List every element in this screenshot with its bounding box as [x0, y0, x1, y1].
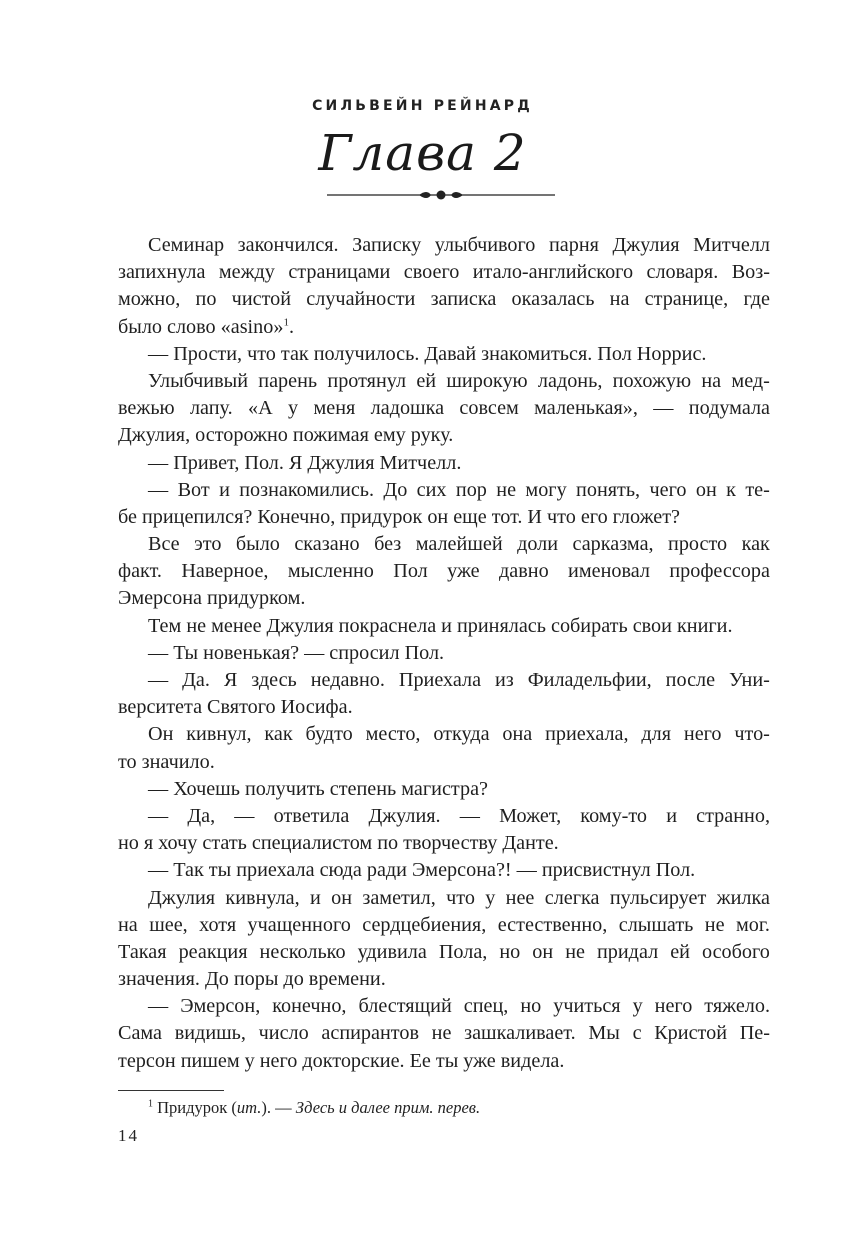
word: для [641, 723, 672, 746]
word: Святого [207, 696, 276, 719]
word: Улыбчивый [148, 369, 249, 392]
text-line [118, 776, 770, 803]
word: собирать [550, 614, 628, 637]
word: сердцебиения, [362, 913, 487, 936]
word: значило. [141, 750, 215, 773]
word: парня [548, 234, 599, 256]
word: что [247, 342, 276, 365]
word: не [186, 614, 207, 637]
word: Давай [424, 342, 477, 365]
word: сюда [319, 859, 362, 882]
footnote-separator [118, 1090, 224, 1091]
word: — [148, 342, 169, 365]
word: аспирантов [321, 1022, 419, 1045]
word: улыбчивого [434, 234, 536, 256]
word: будто [305, 723, 353, 746]
word: Я [288, 451, 303, 474]
word: странно, [696, 804, 770, 827]
word: к [726, 478, 736, 501]
word: книги. [676, 614, 733, 637]
word: Я [223, 669, 238, 691]
word: нее [505, 886, 535, 909]
word: И [527, 505, 543, 528]
word: чего [649, 478, 687, 501]
word: Да. [182, 669, 210, 691]
word: Эмерсон, [180, 995, 261, 1018]
word: она [502, 723, 533, 746]
word: него [683, 723, 722, 746]
word: хочу [158, 832, 198, 855]
text-line [118, 477, 770, 504]
word: — [304, 641, 325, 664]
word: протянул [327, 369, 407, 392]
word: Такая [118, 940, 167, 963]
word: случайности [306, 288, 416, 311]
word: на [701, 369, 722, 392]
word: Пол [597, 342, 632, 365]
word: и [219, 478, 230, 501]
word: времени. [308, 968, 386, 991]
word: пожимая [292, 424, 369, 447]
word: творчеству [403, 832, 498, 855]
word: — [148, 641, 169, 664]
word: Филадельфии, [527, 669, 652, 691]
text-line [118, 1020, 770, 1047]
word: его [580, 505, 608, 528]
word: мед- [731, 369, 770, 392]
word: Митчелл [693, 234, 770, 256]
word: было [235, 533, 280, 556]
running-head-author: СИЛЬВЕЙН РЕЙНАРД [312, 98, 533, 114]
word: «asino»$^1$. [220, 315, 294, 338]
word: кивнул, [186, 723, 252, 746]
word: — [234, 804, 255, 827]
word: вежью [118, 397, 175, 420]
word: именовал [568, 560, 650, 583]
footnote-italic-note: Здесь и далее прим. перев. [295, 1098, 481, 1117]
word: и [441, 614, 452, 637]
word: — [148, 859, 169, 882]
word: Ее [409, 1049, 431, 1072]
word: ты [208, 859, 232, 882]
word: руку. [410, 424, 454, 447]
word: получить [244, 777, 325, 800]
word: придал [596, 940, 659, 963]
word: Он [148, 723, 174, 746]
word: видишь, [174, 1022, 246, 1045]
word: реакция [178, 940, 248, 963]
word: него [259, 1049, 298, 1072]
footnote [148, 1098, 480, 1118]
text-line [118, 341, 770, 368]
word: — [148, 478, 169, 501]
word: Привет, [173, 451, 240, 474]
word: покраснела [338, 614, 437, 637]
word: естественно, [497, 913, 608, 936]
word: «А [248, 397, 273, 420]
word: Джулия [307, 451, 375, 474]
word: итало-английского [472, 261, 634, 284]
word: не [431, 1022, 452, 1045]
word: значения. [118, 968, 200, 991]
word: что [446, 886, 475, 909]
word: — [459, 804, 480, 827]
word: то [118, 750, 137, 773]
word: откуда [433, 723, 490, 746]
word: но [118, 832, 139, 855]
word: но [520, 995, 542, 1018]
word: записка [430, 288, 497, 311]
word: своего [403, 261, 460, 284]
word: принялась [456, 614, 546, 637]
word: давно [499, 560, 549, 583]
word: он [695, 478, 717, 501]
word: кому-то [580, 804, 648, 827]
word: спросил [329, 641, 400, 664]
word: Воз- [731, 261, 770, 284]
word: недавно. [310, 669, 385, 691]
word: Джулия [266, 614, 334, 637]
text-line [118, 504, 770, 531]
text-line [118, 585, 770, 612]
word: специалистом [251, 832, 373, 855]
word: словаря. [646, 261, 719, 284]
word: у [485, 886, 496, 909]
word: прицепился? [141, 505, 253, 528]
word: ладонь, [537, 369, 603, 392]
word: познакомились. [239, 478, 375, 501]
text-line [118, 395, 770, 422]
word: между [218, 261, 275, 284]
chapter-body-text [118, 232, 770, 1075]
word: что [547, 505, 576, 528]
word: он [532, 940, 554, 963]
word: меня [313, 397, 356, 420]
word: Джулия. [368, 804, 441, 827]
word: учащенного [247, 913, 351, 936]
word: он [427, 505, 449, 528]
text-line [118, 232, 770, 259]
word: слышать [618, 913, 694, 936]
word: удивила [357, 940, 427, 963]
word: ты [435, 1049, 459, 1072]
word: Эмерсона [118, 587, 202, 610]
word: факт. [118, 560, 162, 583]
text-line [118, 830, 770, 857]
word: похожую [612, 369, 692, 392]
word: Семинар [148, 234, 225, 256]
text-line [118, 939, 770, 966]
footnote-text-part-1: Придурок ( [153, 1098, 237, 1117]
text-line [118, 912, 770, 939]
page-number: 14 [118, 1126, 139, 1145]
word: слово [167, 315, 216, 338]
word: мысленно [287, 560, 374, 583]
word: тяжело. [704, 995, 770, 1018]
word: что- [734, 723, 770, 746]
text-line [118, 422, 770, 449]
word: малейшей [415, 533, 503, 556]
word: как [264, 723, 293, 746]
word: но [499, 940, 521, 963]
word: было [118, 315, 163, 338]
word: Джулия, [118, 424, 191, 447]
word: знакомиться. [481, 342, 593, 365]
word: конечно, [272, 995, 347, 1018]
word: на [118, 913, 138, 936]
word: Тем [148, 614, 182, 637]
word: странице, [644, 288, 729, 311]
word: Может, [499, 804, 562, 827]
word: место, [365, 723, 421, 746]
word: приехала, [545, 723, 629, 746]
text-line [118, 613, 770, 640]
word: можно, [118, 288, 181, 311]
word: сказано [294, 533, 360, 556]
word: сих [416, 478, 447, 501]
word: Джулия [148, 886, 216, 909]
word: у [632, 995, 643, 1018]
word: страницами [288, 261, 391, 284]
text-line [118, 749, 770, 776]
word: — [148, 669, 169, 691]
word: чистой [231, 288, 292, 311]
word: Ты [173, 641, 199, 664]
word: придурок [340, 505, 423, 528]
word: Пол [393, 560, 428, 583]
word: Конечно, [257, 505, 336, 528]
word: ему [373, 424, 406, 447]
text-line [118, 259, 770, 286]
word: по [377, 832, 399, 855]
word: после [665, 669, 716, 691]
word: несколько [259, 940, 346, 963]
word: получилось. [313, 342, 420, 365]
word: новенькая? [203, 641, 300, 664]
word: Данте. [502, 832, 559, 855]
word: ладошка [370, 397, 445, 420]
word: маленькая», [534, 397, 638, 420]
word: мог. [735, 913, 770, 936]
footnote-marker: 1 [148, 1098, 153, 1110]
word: и [666, 804, 677, 827]
word: видела. [500, 1049, 565, 1072]
word: поры [233, 968, 279, 991]
footnote-text-part-2: ). — [261, 1098, 296, 1117]
text-line [118, 450, 770, 477]
word: блестящий [358, 995, 452, 1018]
word: придурком. [206, 587, 306, 610]
word: здесь [251, 669, 297, 691]
word: — [148, 777, 169, 800]
word: оказалась [511, 288, 595, 311]
word: ответила [273, 804, 350, 827]
word: те- [745, 478, 770, 501]
word: — [516, 859, 537, 882]
word: до [283, 968, 304, 991]
word: хотя [199, 913, 237, 936]
text-line [118, 667, 770, 694]
word: терсон [118, 1049, 176, 1072]
footnote-ref-marker: 1 [283, 315, 289, 328]
word: стать [202, 832, 247, 855]
word: просто [668, 533, 728, 556]
text-line [118, 993, 770, 1020]
text-line [118, 966, 770, 993]
word: спец, [463, 995, 509, 1018]
text-line [118, 694, 770, 721]
word: Прости, [173, 342, 243, 365]
text-line [118, 721, 770, 748]
word: пульсирует [609, 886, 707, 909]
word: подумала [688, 397, 770, 420]
word: и [309, 886, 321, 909]
word: бе [118, 505, 137, 528]
word: Записку [352, 234, 422, 256]
word: Пол. [404, 641, 445, 664]
word: кивнула, [225, 886, 300, 909]
word: еще [453, 505, 487, 528]
word: Уни- [729, 669, 770, 691]
word: магистра? [401, 777, 488, 800]
word: закончился. [237, 234, 339, 256]
word: не [704, 913, 725, 936]
text-line [118, 314, 770, 341]
word: лапу. [189, 397, 233, 420]
word: зашкаливает. [464, 1022, 576, 1045]
word: могу [525, 478, 567, 501]
word: ей [670, 940, 690, 963]
word: доли [517, 533, 559, 556]
word: — [148, 804, 169, 827]
text-line [118, 286, 770, 313]
word: Джулия [612, 234, 680, 256]
word: по [195, 288, 217, 311]
word: учиться [553, 995, 621, 1018]
word: Хочешь [173, 777, 240, 800]
text-line [118, 1048, 770, 1075]
word: жилка [716, 886, 770, 909]
word: Митчелл. [379, 451, 462, 474]
word: Пе- [739, 1022, 770, 1045]
word: ей [416, 369, 437, 392]
word: Все [148, 533, 180, 556]
chapter-title: Глава 2 [318, 124, 527, 182]
text-line [118, 531, 770, 558]
word: число [258, 1022, 309, 1045]
footnote-italic-abbrev: ит. [236, 1098, 262, 1117]
word: Приехала [398, 669, 482, 691]
word: совсем [459, 397, 519, 420]
word: заметил, [362, 886, 436, 909]
word: без [374, 533, 402, 556]
word: свои [632, 614, 672, 637]
word: Пол. [655, 859, 696, 882]
word: пишем [180, 1049, 240, 1072]
word: парень [258, 369, 318, 392]
word: тот. [491, 505, 523, 528]
word: сарказма, [572, 533, 654, 556]
word: не [565, 940, 585, 963]
text-line [118, 885, 770, 912]
word: Норрис. [636, 342, 707, 365]
word: степень [329, 777, 397, 800]
word: Да, [187, 804, 216, 827]
text-line [118, 558, 770, 585]
text-line [118, 640, 770, 667]
word: с [632, 1022, 642, 1045]
word: менее [211, 614, 262, 637]
word: из [494, 669, 514, 691]
text-line [118, 803, 770, 830]
word: осторожно [195, 424, 288, 447]
word: понять, [576, 478, 641, 501]
word: Пол. [244, 451, 284, 474]
word: Сама [118, 1022, 163, 1045]
word: шее, [149, 913, 188, 936]
word: на [609, 288, 630, 311]
word: пор [455, 478, 487, 501]
word: у [288, 397, 299, 420]
word: — [148, 451, 169, 474]
ornament-divider-icon [327, 184, 555, 206]
word: это [194, 533, 222, 556]
word: где [743, 288, 770, 311]
word: профессора [669, 560, 770, 583]
word: присвистнул [541, 859, 651, 882]
word: — [148, 995, 169, 1018]
word: Эмерсона?! [411, 859, 512, 882]
word: Мы [588, 1022, 620, 1045]
word: запихнула [118, 261, 206, 284]
word: верситета [118, 696, 203, 719]
word: он [331, 886, 353, 909]
word: так [280, 342, 309, 365]
word: Пола, [438, 940, 488, 963]
word: Наверное, [181, 560, 269, 583]
word: него [654, 995, 693, 1018]
word: приехала [236, 859, 315, 882]
word: До [383, 478, 408, 501]
text-line [118, 857, 770, 884]
word: особого [701, 940, 770, 963]
word: гложет? [612, 505, 681, 528]
text-line [118, 368, 770, 395]
word: Вот [177, 478, 210, 501]
word: широкую [446, 369, 528, 392]
word: я [143, 832, 154, 855]
word: докторские. [302, 1049, 405, 1072]
word: не [496, 478, 517, 501]
word: слегка [544, 886, 600, 909]
word: уже [463, 1049, 496, 1072]
word: — [653, 397, 674, 420]
word: Иосифа. [280, 696, 353, 719]
word: как [741, 533, 770, 556]
word: у [244, 1049, 255, 1072]
word: ради [366, 859, 407, 882]
word: Так [173, 859, 204, 882]
word: Кристой [654, 1022, 727, 1045]
word: До [204, 968, 229, 991]
word: уже [447, 560, 480, 583]
